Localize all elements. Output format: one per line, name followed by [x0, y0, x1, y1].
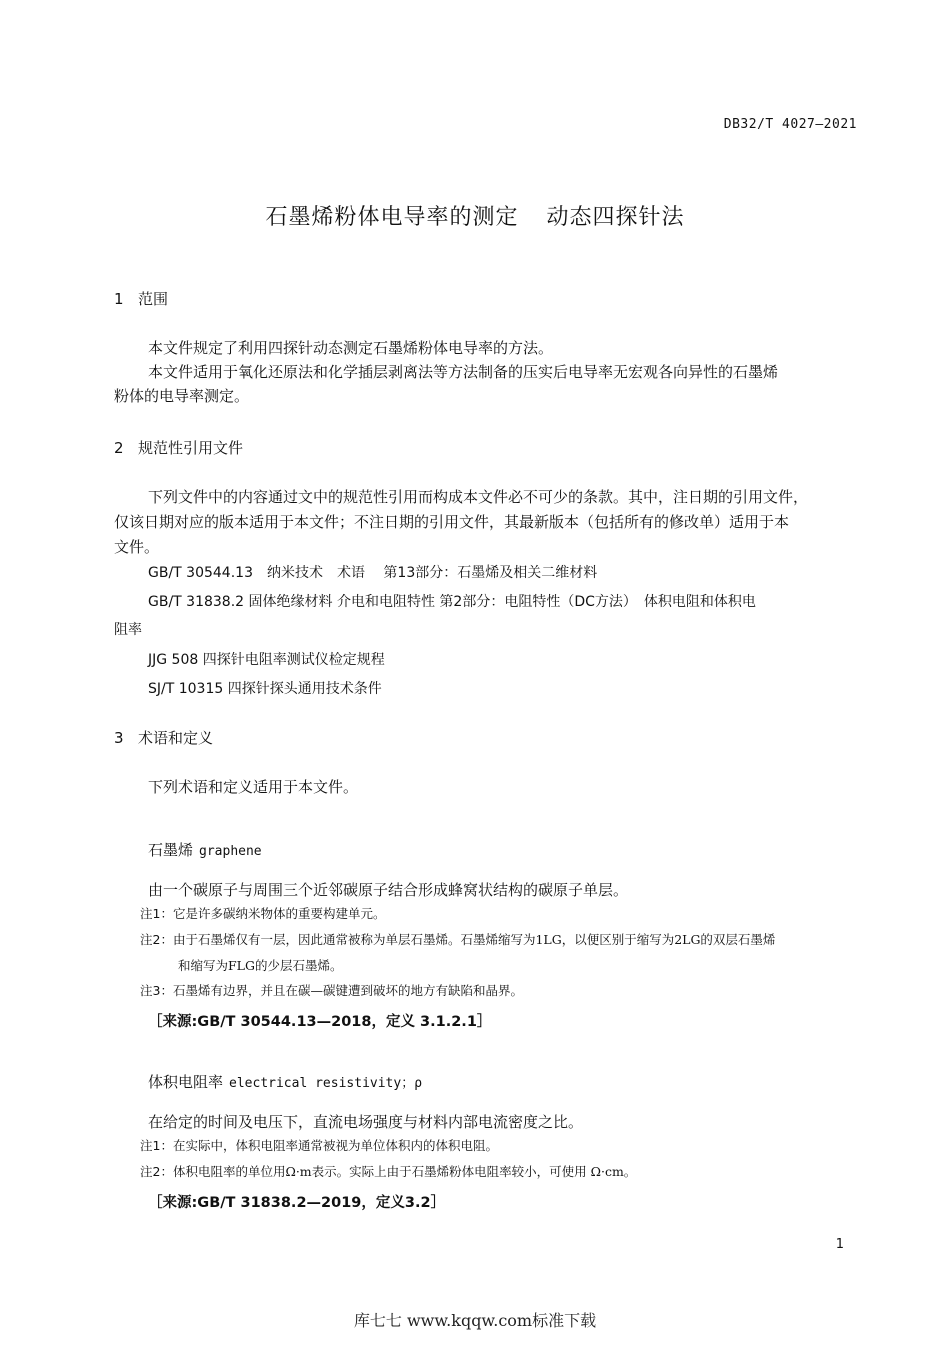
term-definition: 由一个碳原子与周围三个近邻碳原子结合形成蜂窝状结构的碳原子单层。 [148, 881, 629, 899]
normative-intro-line2: 仅该日期对应的版本适用于本文件；不注日期的引用文件，其最新版本（包括所有的修改单）适用于本 [114, 513, 790, 531]
note-text: 由于石墨烯仅有一层，因此通常被称为单层石墨烯。石墨烯缩写为1LG，以便区别于缩写为2LG的双层石墨烯 [172, 932, 776, 947]
section-heading-terms [114, 727, 213, 748]
term-definition: 在给定的时间及电压下，直流电场强度与材料内部电流密度之比。 [148, 1113, 584, 1131]
reference-item: SJ/T 10315 四探针探头通用技术条件 [148, 681, 382, 697]
term-resistivity [148, 1071, 422, 1092]
scope-paragraph-1: 本文件规定了利用四探针动态测定石墨烯粉体电导率的方法。 [148, 339, 554, 357]
note-text: 石墨烯有边界，并且在碳—碳键遭到破坏的地方有缺陷和晶界。 [172, 983, 523, 998]
term-zh: 石墨烯 [148, 841, 194, 859]
normative-intro-line3: 文件。 [114, 538, 160, 556]
term-note [140, 1160, 636, 1184]
section-heading-scope [114, 288, 168, 309]
term-source: ［来源:GB/T 31838.2—2019，定义3.2］ [148, 1195, 446, 1211]
reference-item-continuation: 阻率 [114, 622, 142, 638]
terms-intro: 下列术语和定义适用于本文件。 [148, 778, 359, 796]
title-main: 石墨烯粉体电导率的测定 [265, 205, 519, 230]
term-source: ［来源:GB/T 30544.13—2018，定义 3.1.2.1］ [148, 1014, 492, 1030]
note-label: 注1： [140, 906, 173, 921]
term-graphene [148, 839, 262, 860]
note-text: 它是许多碳纳米物体的重要构建单元。 [172, 906, 386, 921]
scope-paragraph-2-line2: 粉体的电导率测定。 [114, 387, 250, 405]
term-note [140, 979, 523, 1003]
section-number: 2 [114, 439, 124, 457]
standard-code: DB32/T 4027—2021 [723, 117, 857, 132]
note-text: 体积电阻率的单位用Ω·m表示。实际上由于石墨烯粉体电阻率较小，可使用 Ω·cm。 [172, 1164, 637, 1179]
note-label: 注2： [140, 932, 173, 947]
section-title: 范围 [138, 290, 169, 308]
term-zh: 体积电阻率 [148, 1073, 224, 1091]
term-note [140, 902, 385, 926]
footer-watermark: 库七七 www.kqqw.com标准下载 [353, 1311, 597, 1330]
note-label: 注1： [140, 1138, 173, 1153]
reference-item: GB/T 30544.13 纳米技术 术语 第13部分：石墨烯及相关二维材料 [148, 565, 598, 581]
section-title: 规范性引用文件 [138, 439, 244, 457]
term-note [140, 928, 775, 952]
title-method: 动态四探针法 [546, 205, 685, 230]
term-note [140, 1134, 498, 1158]
section-number: 3 [114, 729, 124, 747]
page-number: 1 [835, 1237, 844, 1252]
note-label: 注2： [140, 1164, 173, 1179]
term-note-continuation: 和缩写为FLG的少层石墨烯。 [178, 958, 343, 973]
document-title [0, 200, 950, 231]
note-text: 在实际中，体积电阻率通常被视为单位体积内的体积电阻。 [172, 1138, 498, 1153]
reference-item: GB/T 31838.2 固体绝缘材料 介电和电阻特性 第2部分：电阻特性（DC方法） 体积电阻和体积电 [148, 594, 756, 610]
reference-item: JJG 508 四探针电阻率测试仪检定规程 [148, 652, 385, 668]
note-label: 注3： [140, 983, 173, 998]
section-title: 术语和定义 [138, 729, 214, 747]
term-en: graphene [199, 844, 262, 859]
term-en: electrical resistivity；ρ [229, 1076, 423, 1091]
section-number: 1 [114, 290, 124, 308]
scope-paragraph-2-line1: 本文件适用于氧化还原法和化学插层剥离法等方法制备的压实后电导率无宏观各向异性的石墨烯 [148, 363, 779, 381]
section-heading-normative [114, 437, 243, 458]
normative-intro-line1: 下列文件中的内容通过文中的规范性引用而构成本文件必不可少的条款。其中，注日期的引用文件， [148, 488, 809, 506]
